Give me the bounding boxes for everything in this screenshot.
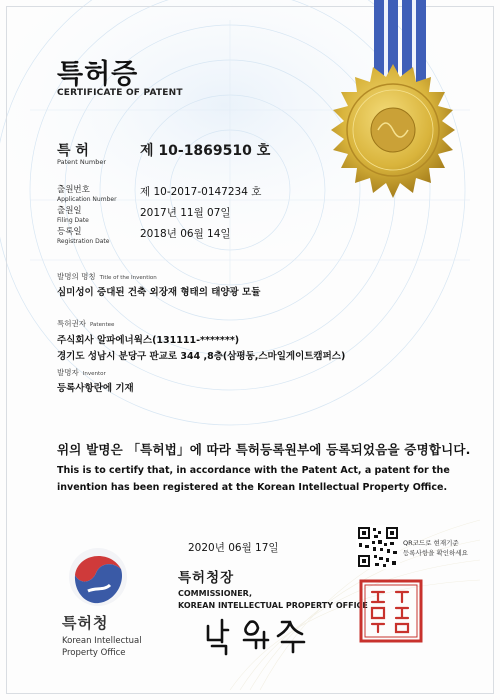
inventor-label-ko: 발명자 bbox=[57, 368, 79, 377]
commissioner-title-en2: KOREAN INTELLECTUAL PROPERTY OFFICE bbox=[178, 601, 368, 610]
certificate-title-en: CERTIFICATE OF PATENT bbox=[57, 88, 183, 98]
issue-date: 2020년 06월 17일 bbox=[188, 542, 279, 554]
qr-note-line2: 등록사항을 확인하세요 bbox=[403, 549, 468, 557]
office-name-en1: Korean Intellectual bbox=[62, 636, 142, 646]
application-number-value: 제 10-2017-0147234 호 bbox=[140, 186, 262, 198]
patent-number-label: 특 허 bbox=[57, 143, 89, 159]
patentee-label-en: Patentee bbox=[89, 322, 115, 328]
office-name: 특허청 bbox=[62, 614, 109, 632]
inventor-value: 등록사항란에 기재 bbox=[57, 383, 134, 394]
commissioner-signature bbox=[202, 612, 332, 656]
patentee-name: 주식회사 알파에너웍스(131111-*******) bbox=[57, 335, 240, 346]
inventor-label-en: Inventor bbox=[82, 371, 106, 377]
registration-date-value: 2018년 06월 14일 bbox=[140, 228, 231, 240]
filing-date-label: 출원일 bbox=[57, 206, 82, 216]
official-stamp bbox=[358, 578, 424, 644]
qr-note-line1: QR코드로 현재기준 bbox=[403, 539, 459, 547]
registration-date-label-en: Registration Date bbox=[57, 238, 110, 245]
inventor-label bbox=[57, 367, 106, 378]
certificate-title: 특허증 bbox=[57, 59, 139, 90]
patentee-address: 경기도 성남시 분당구 판교로 344 ,8층(삼평동,스마일게이트캠퍼스) bbox=[57, 351, 346, 362]
application-number-label: 출원번호 bbox=[57, 185, 90, 195]
invention-title-label-ko: 발명의 명칭 bbox=[57, 272, 96, 281]
declaration-ko: 위의 발명은 「특허법」에 따라 특허등록원부에 등록되었음을 증명합니다. bbox=[57, 442, 471, 457]
registration-date-label: 등록일 bbox=[57, 227, 82, 237]
qr-note bbox=[403, 538, 468, 558]
invention-title-value: 심미성이 증대된 건축 외장재 형태의 태양광 모듈 bbox=[57, 287, 261, 298]
kipo-logo bbox=[66, 545, 130, 609]
patentee-label bbox=[57, 318, 114, 329]
office-name-en2: Property Office bbox=[62, 648, 126, 658]
invention-title-label bbox=[57, 271, 157, 282]
patent-number-label-en: Patent Number bbox=[57, 158, 107, 166]
filing-date-value: 2017년 11월 07일 bbox=[140, 207, 231, 219]
qr-code-icon[interactable] bbox=[356, 525, 400, 569]
declaration-en: This is to certify that, in accordance with the Patent Act, a patent for the invention has been registered at the Korean Intellectual Property Office. bbox=[57, 465, 450, 493]
patentee-label-ko: 특허권자 bbox=[57, 319, 86, 328]
commissioner-title: 특허청장 bbox=[178, 570, 235, 586]
patent-number-value: 제 10-1869510 호 bbox=[140, 143, 271, 159]
commissioner-title-en1: COMMISSIONER, bbox=[178, 589, 253, 598]
invention-title-label-en: Title of the Invention bbox=[99, 275, 157, 281]
gold-seal bbox=[322, 60, 464, 202]
filing-date-label-en: Filing Date bbox=[57, 217, 89, 224]
application-number-label-en: Application Number bbox=[57, 196, 117, 203]
